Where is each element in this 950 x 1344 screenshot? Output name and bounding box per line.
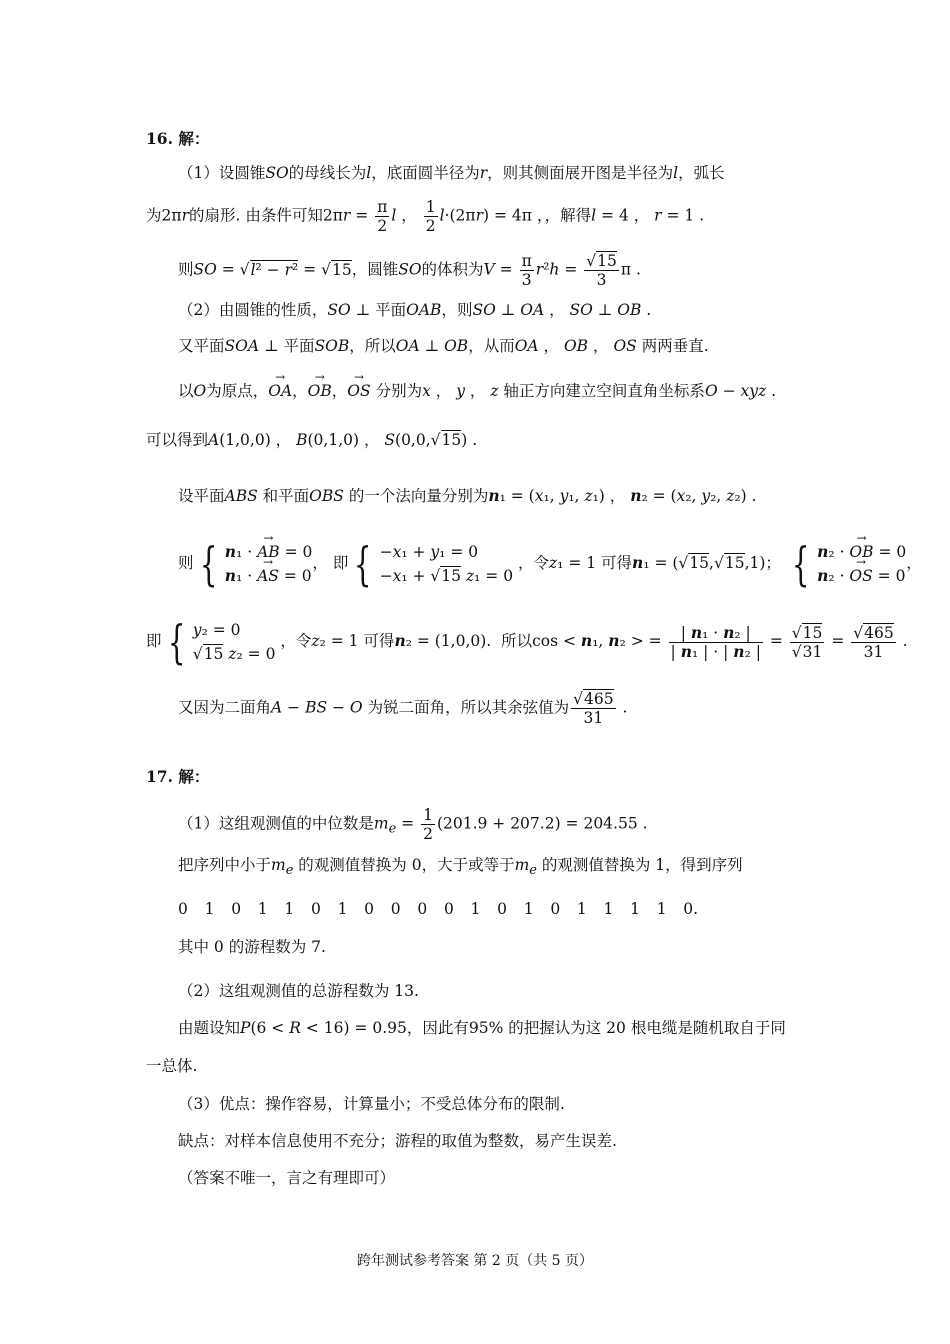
sequence-item: 0 [443,900,454,918]
p16-line-3: 则SO = √l² − r² = √15，圆锥SO的体积为V = $\frac{\pi}{3}$ r²h = $\frac{√15}{3}$ π . [178,252,641,289]
p17-line-1: （1）这组观测值的中位数是$m_e$ = $\frac{1}{2}$ (201.9 + 207.2) = 204.55 . [178,806,648,843]
sequence-item: 1 [603,900,614,918]
p17-line-8: （3）优点：操作容易，计算量小；不受总体分布的限制. [178,1095,565,1113]
sequence-item: 1 [470,900,481,918]
page-footer: 跨年测试参考答案 第 2 页（共 5 页） [356,1253,594,1269]
problem-17-header: 17. 解： [146,767,210,786]
p17-line-6: 由题设知P(6 < R < 16) = 0.95，因此有95% 的把握认为这 20 根电缆是随机取自于同 [178,1019,786,1037]
p17-sequence [178,899,710,919]
p16-line-2: 为2πr的扇形. 由条件可知2πr = $\frac{\pi}{2}$ l ， $\frac{1}{2}$ l·(2πr) = 4π ，，解得l = 4 ， r = 1 . [146,198,705,235]
sequence-item: 1 [337,900,348,918]
sequence-item: 0 [364,900,375,918]
p16-line-11: 又因为二面角A − BS − O 为锐二面角，所以其余弦值为 $\frac{√465}{31}$ . [178,690,628,727]
sequence-item: 0 [178,900,188,918]
sequence-item: 0 [497,900,507,918]
p17-line-10: （答案不唯一，言之有理即可） [178,1169,396,1187]
sequence-item: 1 [630,900,640,918]
p16-line-8: 设平面ABS 和平面OBS 的一个法向量分别为n₁ = (x₁, y₁, z₁) ， n₂ = (x₂, y₂, z₂) . [178,486,757,505]
p16-line-4: （2）由圆锥的性质，SO ⊥ 平面OAB，则SO ⊥ OA ， SO ⊥ OB . [178,301,652,319]
p16-line-6: 以O为原点，→ OA，→ OB，→ OS 分别为x ， y ， z 轴正方向建立空间直角坐标系O − xyz . [178,381,776,401]
p17-line-9: 缺点：对样本信息使用不充分；游程的取值为整数，易产生误差. [178,1132,617,1150]
problem-16-header: 16. 解： [146,129,210,148]
sequence-item: 0 [231,900,242,918]
p16-line-10: 即 { y₂ = 0 √15 z₂ = 0 ，令z₂ = 1 可得n₂ = (1,0,0). 所以cos < n₁, n₂ > = $\frac{\text{| n₁ · n₂ |}}{\text{| n₁ | · | n₂ |}}$ = $\frac{√15}{√31}$ = $\frac{√465}{31}$ . [146,615,908,669]
sequence-item: 0 [417,900,428,918]
p17-line-2: 把序列中小于$m_e$ 的观测值替换为 0，大于或等于$m_e$ 的观测值替换为 1，得到序列 [178,856,743,879]
p17-line-4: 其中 0 的游程数为 7. [178,938,326,956]
p16-line-1: （1）设圆锥SO的母线长为l，底面圆半径为r，则其侧面展开图是半径为l，弧长 [178,164,725,182]
p16-line-7: 可以得到A(1,0,0) ， B(0,1,0) ， S(0,0,√15) . [146,431,478,449]
sequence-item: 0 [310,900,321,918]
sequence-item: 1 [523,900,534,918]
sequence-item: 0 [390,900,401,918]
p17-line-5: （2）这组观测值的总游程数为 13. [178,982,419,1000]
p16-line-9: 则 { n₁ · → AB = 0 n₁ · → AS = 0 ， 即 { −x₁ + y₁ = 0 −x₁ + √15 z₁ = 0 ，令z₁ = 1 可得n₁ = (√15,√15,1)； { n₂ · → OB = 0 n₂ · → OS = 0 ， [178,540,922,588]
p17-line-7: 一总体. [146,1057,198,1075]
p16-line-5: 又平面SOA ⊥ 平面SOB，所以OA ⊥ OB，从而OA ， OB ， OS 两两垂直. [178,337,709,355]
sequence-item: 1 [284,900,295,918]
sequence-item: 0. [683,900,699,918]
sequence-item: 1 [257,900,268,918]
sequence-item: 1 [204,900,215,918]
sequence-item: 1 [656,900,667,918]
sequence-item: 1 [576,900,587,918]
sequence-item: 0 [550,900,561,918]
